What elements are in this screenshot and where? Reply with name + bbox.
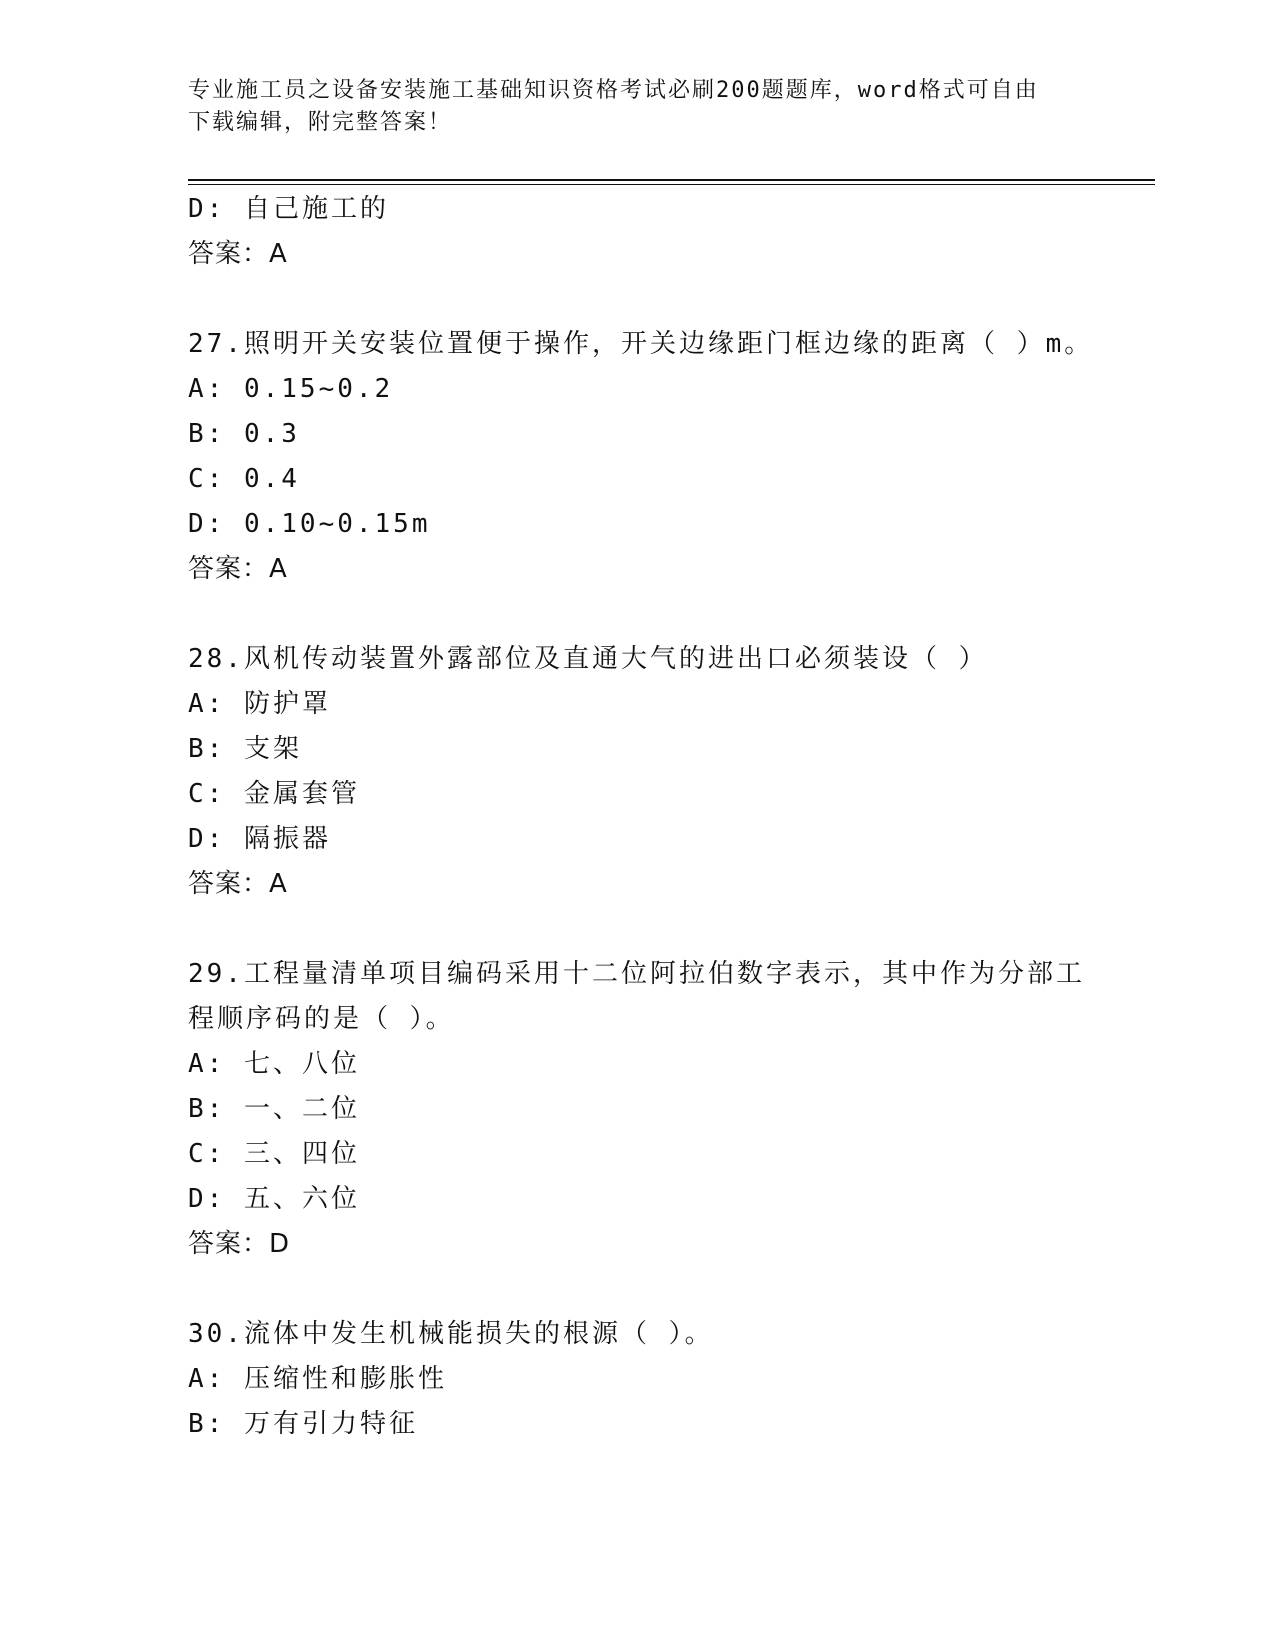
q29-option-a: A: 七、八位 [188, 1049, 360, 1079]
q28-question: 28.风机传动装置外露部位及直通大气的进出口必须装设（ ） [188, 644, 988, 674]
q29-option-d: D: 五、六位 [188, 1184, 360, 1214]
prev-answer: 答案：A [188, 239, 288, 269]
q30-option-b: B: 万有引力特征 [188, 1409, 418, 1439]
header-divider-thin [188, 184, 1155, 185]
q27-option-d: D: 0.10~0.15m [188, 509, 431, 539]
q27-option-a: A: 0.15~0.2 [188, 374, 394, 404]
prev-option-d: D: 自己施工的 [188, 194, 389, 224]
q28-option-c: C: 金属套管 [188, 779, 360, 809]
q28-option-d: D: 隔振器 [188, 824, 331, 854]
q27-option-c: C: 0.4 [188, 464, 300, 494]
q28-answer: 答案：A [188, 869, 288, 899]
q27-question: 27.照明开关安装位置便于操作，开关边缘距门框边缘的距离（ ）m。 [188, 329, 1094, 359]
q28-option-b: B: 支架 [188, 734, 302, 764]
q30-question: 30.流体中发生机械能损失的根源（ ）。 [188, 1319, 714, 1349]
q29-option-b: B: 一、二位 [188, 1094, 360, 1124]
header-line-1: 专业施工员之设备安装施工基础知识资格考试必刷200题题库，word格式可自由 [188, 78, 1039, 103]
header-divider-thick [188, 179, 1155, 181]
q27-answer: 答案：A [188, 554, 288, 584]
q29-question-line-1: 29.工程量清单项目编码采用十二位阿拉伯数字表示，其中作为分部工 [188, 959, 1085, 989]
q29-answer: 答案：D [188, 1229, 291, 1259]
q30-option-a: A: 压缩性和膨胀性 [188, 1364, 447, 1394]
q28-option-a: A: 防护罩 [188, 689, 331, 719]
q27-option-b: B: 0.3 [188, 419, 300, 449]
header-line-2: 下载编辑，附完整答案！ [188, 110, 453, 135]
document-header [188, 75, 1088, 139]
q29-question-line-2: 程顺序码的是（ ）。 [188, 1004, 455, 1034]
q29-option-c: C: 三、四位 [188, 1139, 360, 1169]
